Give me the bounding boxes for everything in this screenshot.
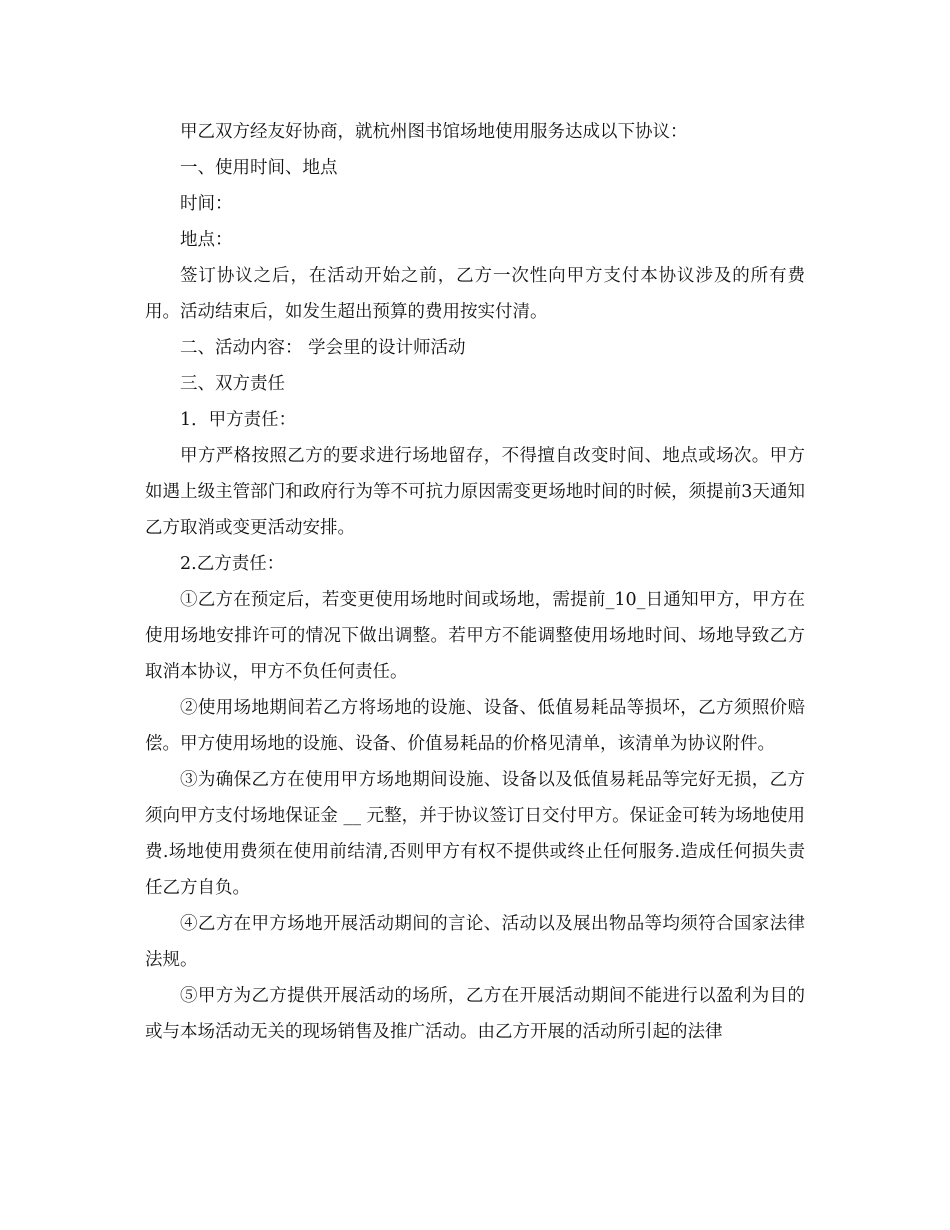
section-heading-activity-content: 二、活动内容： 学会里的设计师活动 bbox=[180, 338, 466, 358]
time-field: 时间： bbox=[180, 194, 233, 214]
subheading-party-b: 2.乙方责任： bbox=[180, 554, 285, 574]
document-body bbox=[145, 114, 805, 1050]
party-b-clause-5: ⑤甲方为乙方提供开展活动的场所，乙方在开展活动期间不能进行以盈利为目的或与本场活动无关的现场销售及推广活动。由乙方开展的活动所引起的法律 bbox=[145, 986, 805, 1042]
party-a-responsibility-paragraph: 甲方严格按照乙方的要求进行场地留存，不得擅自改变时间、地点或场次。甲方如遇上级主管部门和政府行为等不可抗力原因需变更场地时间的时候，须提前3天通知乙方取消或变更活动安排。 bbox=[145, 446, 805, 538]
party-b-clause-4: ④乙方在甲方场地开展活动期间的言论、活动以及展出物品等均须符合国家法律法规。 bbox=[145, 914, 805, 970]
payment-paragraph: 签订协议之后，在活动开始之前，乙方一次性向甲方支付本协议涉及的所有费用。活动结束后，如发生超出预算的费用按实付清。 bbox=[145, 266, 805, 322]
party-b-clause-2: ②使用场地期间若乙方将场地的设施、设备、低值易耗品等损坏，乙方须照价赔偿。甲方使用场地的设施、设备、价值易耗品的价格见清单，该清单为协议附件。 bbox=[145, 698, 805, 754]
place-field: 地点： bbox=[180, 230, 233, 250]
party-b-clause-3: ③为确保乙方在使用甲方场地期间设施、设备以及低值易耗品等完好无损，乙方须向甲方支付场地保证金 __ 元整，并于协议签订日交付甲方。保证金可转为场地使用费.场地使用费须在使用前结清,否则甲方有权不提供或终止任何服务.造成任何损失责任乙方自负。 bbox=[145, 770, 805, 898]
intro-paragraph: 甲乙双方经友好协商，就杭州图书馆场地使用服务达成以下协议： bbox=[180, 122, 688, 142]
section-heading-responsibilities: 三、双方责任 bbox=[180, 374, 285, 394]
party-b-clause-1: ①乙方在预定后，若变更使用场地时间或场地，需提前_10_日通知甲方，甲方在使用场地安排许可的情况下做出调整。若甲方不能调整使用场地时间、场地导致乙方取消本协议，甲方不负任何责任。 bbox=[145, 590, 805, 682]
section-heading-time-place: 一、使用时间、地点 bbox=[180, 158, 338, 178]
subheading-party-a: 1．甲方责任： bbox=[180, 410, 297, 430]
